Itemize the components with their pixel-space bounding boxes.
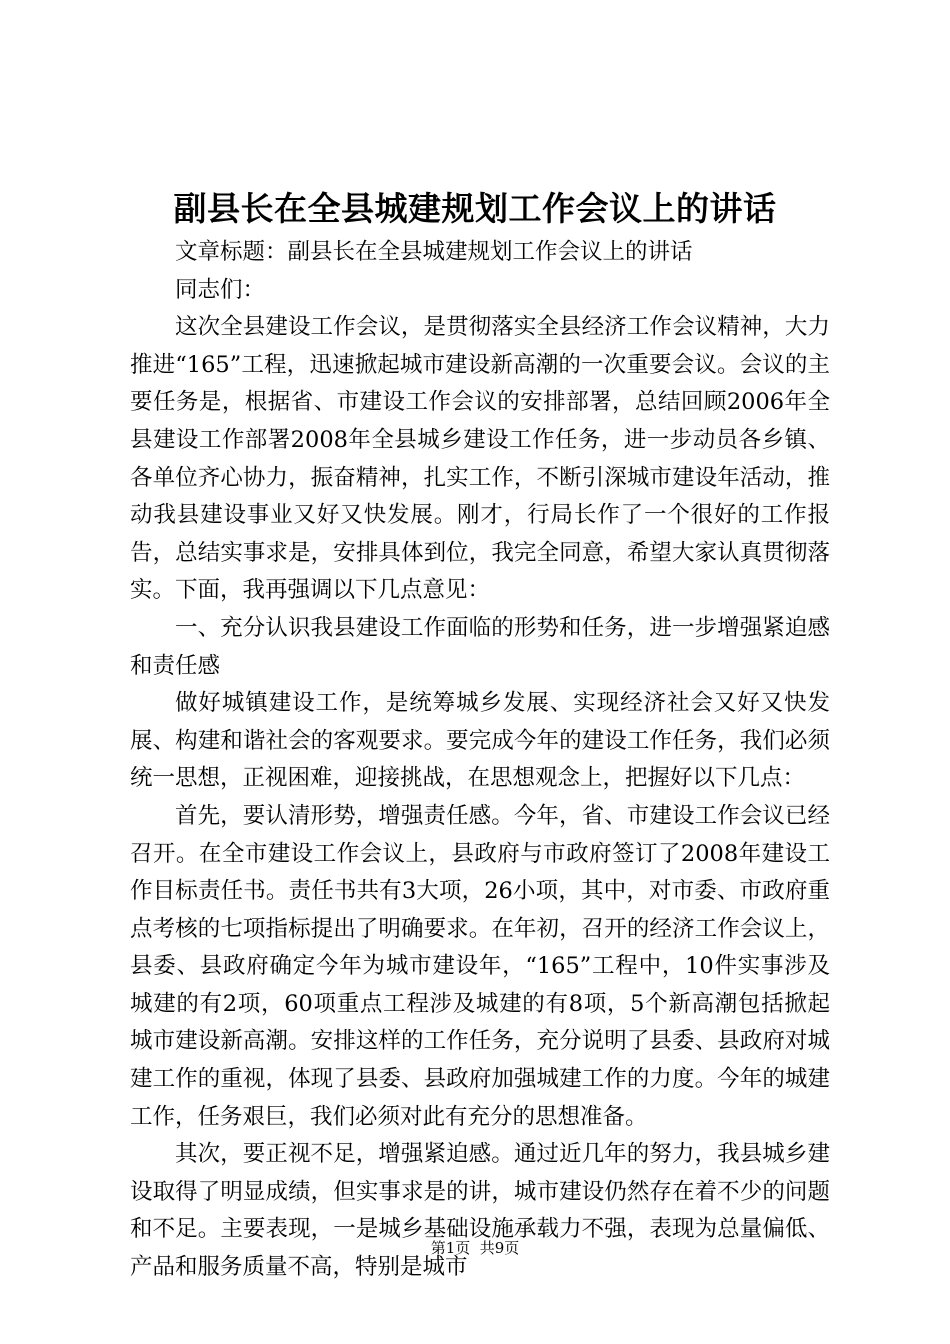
section-heading-1: 一、充分认识我县建设工作面临的形势和任务，进一步增强紧迫感和责任感 [130,614,830,679]
paragraph-first-point: 首先，要认清形势，增强责任感。今年，省、市建设工作会议已经召开。在全市建设工作会议上，县政府与市政府签订了2008年建设工作目标责任书。责任书共有3大项，26小项，其中，对市委、市政府重点考核的七项指标提出了明确要求。在年初，召开的经济工作会议上，县委、县政府确定今年为城市建设年，“165”工程中，10件实事涉及城建的有2项，60项重点工程涉及城建的有8项，5个新高潮包括掀起城市建设新高潮。安排这样的工作任务，充分说明了县委、县政府对城建工作的重视，体现了县委、县政府加强城建工作的力度。今年的城建工作，任务艰巨，我们必须对此有充分的思想准备。 [130,802,830,1130]
document-title: 副县长在全县城建规划工作会议上的讲话 [173,189,777,228]
paragraph-intro: 这次全县建设工作会议，是贯彻落实全县经济工作会议精神，大力推进“165”工程，迅速掀起城市建设新高潮的一次重要会议。会议的主要任务是，根据省、市建设工作会议的安排部署，总结回顾2006年全县建设工作部署2008年全县城乡建设工作任务，进一步动员各乡镇、各单位齐心协力，振奋精神，扎实工作，不断引深城市建设年活动，推动我县建设事业又好又快发展。刚才，行局长作了一个很好的工作报告，总结实事求是，安排具体到位，我完全同意，希望大家认真贯彻落实。下面，我再强调以下几点意见： [130,314,830,604]
paragraph-second-point: 其次，要正视不足，增强紧迫感。通过近几年的努力，我县城乡建设取得了明显成绩，但实事求是的讲，城市建设仍然存在着不少的问题和不足。主要表现，一是城乡基础设施承载力不强，表现为总量偏低、产品和服务质量不高，特别是城市 [130,1141,830,1281]
page-footer: 第1页 共9页 [430,1239,520,1257]
paragraph-section-1-intro: 做好城镇建设工作，是统筹城乡发展、实现经济社会又好又快发展、构建和谐社会的客观要求。要完成今年的建设工作任务，我们必须统一思想，正视困难，迎接挑战，在思想观念上，把握好以下几点： [130,690,830,792]
article-title-line: 文章标题：副县长在全县城建规划工作会议上的讲话 [175,239,693,265]
document-body [130,234,830,1287]
salutation: 同志们： [175,276,266,303]
